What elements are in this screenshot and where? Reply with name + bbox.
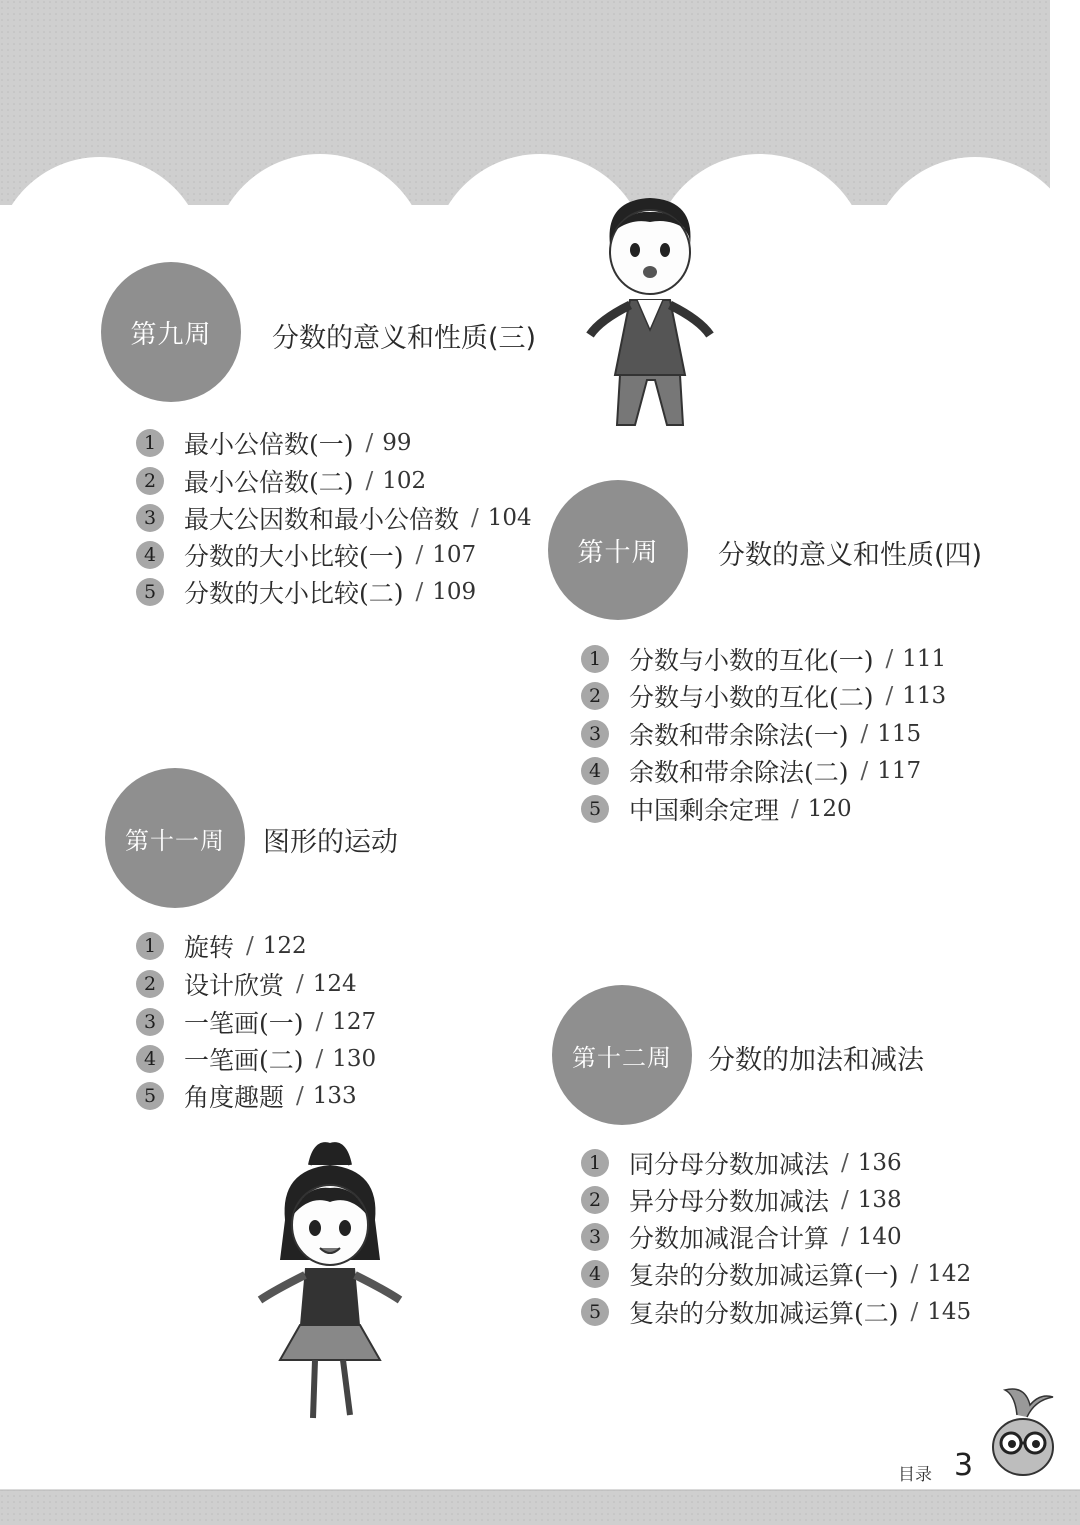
- lesson-number-badge: 5: [136, 1082, 164, 1110]
- separator: /: [885, 683, 894, 709]
- lesson-page: 136: [857, 1150, 902, 1176]
- lesson-page: 120: [807, 796, 852, 822]
- lesson-title: 同分母分数加减法: [629, 1150, 830, 1179]
- lesson-title: 分数加减混合计算: [629, 1224, 830, 1253]
- footer-label: 目录: [898, 1465, 932, 1485]
- separator: /: [791, 796, 799, 822]
- lesson-item[interactable]: [581, 717, 921, 751]
- lesson-title: 复杂的分数加减运算(一): [629, 1261, 899, 1290]
- separator: /: [910, 1261, 919, 1287]
- separator: /: [296, 971, 304, 997]
- lesson-title: 最大公因数和最小公倍数: [184, 505, 460, 534]
- lesson-page: 109: [432, 579, 477, 605]
- lesson-item[interactable]: [581, 642, 946, 676]
- separator: /: [315, 1046, 324, 1072]
- lesson-page: 140: [857, 1224, 902, 1250]
- lesson-number-badge: 3: [581, 720, 609, 748]
- lesson-item[interactable]: [581, 792, 852, 826]
- footer-band: [0, 1490, 1080, 1525]
- week-12-title: 分数的加法和减法: [708, 1045, 924, 1076]
- lesson-page: 102: [382, 468, 427, 494]
- lesson-number-badge: 2: [136, 467, 164, 495]
- lesson-page: 107: [432, 542, 477, 568]
- boy-illustration: [575, 190, 725, 440]
- lesson-title: 复杂的分数加减运算(二): [629, 1299, 899, 1328]
- lesson-page: 111: [902, 646, 947, 672]
- lesson-item[interactable]: [581, 1257, 971, 1291]
- lesson-title: 分数的大小比较(一): [184, 542, 404, 571]
- lesson-title: 余数和带余除法(二): [629, 758, 849, 787]
- week-10-badge: 第十周: [548, 480, 688, 620]
- lesson-title: 分数与小数的互化(一): [629, 646, 874, 675]
- lesson-number-badge: 5: [136, 578, 164, 606]
- separator: /: [885, 646, 894, 672]
- separator: /: [860, 758, 869, 784]
- lesson-page: 122: [262, 933, 307, 959]
- lesson-item[interactable]: [136, 929, 307, 963]
- mascot-glasses-icon: [985, 1385, 1055, 1480]
- separator: /: [860, 721, 869, 747]
- lesson-title: 旋转: [184, 933, 235, 962]
- separator: /: [415, 579, 424, 605]
- lesson-title: 余数和带余除法(一): [629, 721, 849, 750]
- lesson-number-badge: 3: [136, 1008, 164, 1036]
- separator: /: [296, 1083, 304, 1109]
- lesson-title: 角度趣题: [184, 1083, 285, 1112]
- lesson-item[interactable]: [581, 1146, 902, 1180]
- lesson-page: 142: [927, 1261, 972, 1287]
- lesson-number-badge: 2: [581, 682, 609, 710]
- lesson-title: 分数与小数的互化(二): [629, 683, 874, 712]
- page-number: 3: [954, 1448, 974, 1483]
- lesson-item[interactable]: [581, 754, 921, 788]
- girl-illustration: [255, 1140, 405, 1430]
- separator: /: [471, 505, 479, 531]
- lesson-title: 最小公倍数(二): [184, 468, 354, 497]
- lesson-page: 104: [487, 505, 532, 531]
- lesson-item[interactable]: [136, 1042, 376, 1076]
- lesson-page: 113: [902, 683, 947, 709]
- lesson-number-badge: 3: [581, 1223, 609, 1251]
- week-10-title: 分数的意义和性质(四): [718, 540, 983, 571]
- lesson-title: 一笔画(一): [184, 1009, 304, 1038]
- week-9-badge: 第九周: [101, 262, 241, 402]
- lesson-page: 130: [332, 1046, 377, 1072]
- lesson-title: 中国剩余定理: [629, 796, 780, 825]
- lesson-item[interactable]: [581, 1295, 971, 1329]
- lesson-title: 异分母分数加减法: [629, 1187, 830, 1216]
- lesson-page: 117: [877, 758, 922, 784]
- lesson-title: 分数的大小比较(二): [184, 579, 404, 608]
- lesson-item[interactable]: [581, 1183, 902, 1217]
- lesson-title: 设计欣赏: [184, 971, 285, 1000]
- lesson-item[interactable]: [136, 501, 532, 535]
- lesson-title: 一笔画(二): [184, 1046, 304, 1075]
- lesson-number-badge: 1: [581, 1149, 609, 1177]
- separator: /: [841, 1224, 849, 1250]
- week-11-title: 图形的运动: [263, 827, 398, 858]
- lesson-number-badge: 2: [136, 970, 164, 998]
- lesson-item[interactable]: [136, 464, 426, 498]
- separator: /: [415, 542, 424, 568]
- lesson-item[interactable]: [136, 538, 476, 572]
- lesson-page: 133: [312, 1083, 357, 1109]
- lesson-item[interactable]: [136, 1005, 376, 1039]
- lesson-number-badge: 1: [136, 932, 164, 960]
- separator: /: [246, 933, 254, 959]
- lesson-number-badge: 4: [581, 757, 609, 785]
- lesson-page: 115: [877, 721, 922, 747]
- lesson-page: 127: [332, 1009, 377, 1035]
- lesson-page: 124: [312, 971, 357, 997]
- separator: /: [910, 1299, 919, 1325]
- lesson-page: 138: [857, 1187, 902, 1213]
- lesson-item[interactable]: [136, 575, 476, 609]
- lesson-page: 99: [382, 430, 412, 456]
- separator: /: [365, 430, 374, 456]
- lesson-title: 最小公倍数(一): [184, 430, 354, 459]
- separator: /: [365, 468, 374, 494]
- separator: /: [315, 1009, 324, 1035]
- lesson-item[interactable]: [136, 1079, 357, 1113]
- week-11-badge: 第十一周: [105, 768, 245, 908]
- week-12-badge: 第十二周: [552, 985, 692, 1125]
- lesson-item[interactable]: [136, 967, 357, 1001]
- lesson-number-badge: 2: [581, 1186, 609, 1214]
- lesson-number-badge: 5: [581, 795, 609, 823]
- week-9-title: 分数的意义和性质(三): [272, 323, 537, 354]
- lesson-number-badge: 4: [581, 1260, 609, 1288]
- lesson-number-badge: 5: [581, 1298, 609, 1326]
- lesson-number-badge: 1: [136, 429, 164, 457]
- lesson-number-badge: 3: [136, 504, 164, 532]
- lesson-number-badge: 4: [136, 541, 164, 569]
- lesson-item[interactable]: [136, 426, 412, 460]
- separator: /: [841, 1150, 849, 1176]
- separator: /: [841, 1187, 849, 1213]
- lesson-page: 145: [927, 1299, 972, 1325]
- lesson-item[interactable]: [581, 679, 946, 713]
- lesson-number-badge: 4: [136, 1045, 164, 1073]
- lesson-item[interactable]: [581, 1220, 902, 1254]
- lesson-number-badge: 1: [581, 645, 609, 673]
